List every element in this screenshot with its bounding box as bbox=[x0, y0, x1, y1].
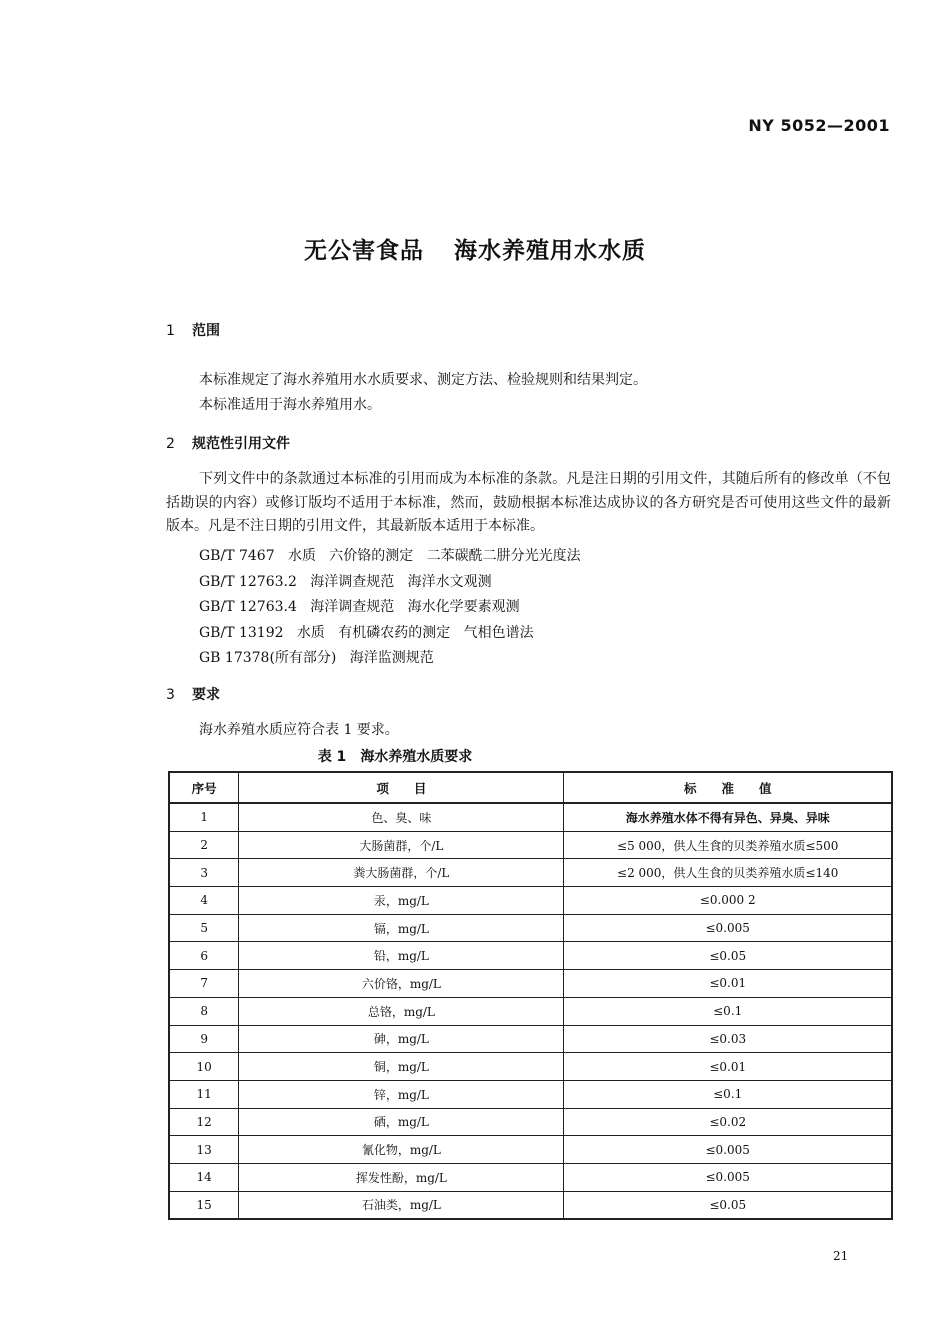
table-cell: ≤0.1 bbox=[564, 997, 892, 1025]
table-caption-title: 海水养殖水质要求 bbox=[360, 749, 473, 765]
table-cell: ≤0.01 bbox=[564, 1053, 892, 1081]
section-number: 1 bbox=[166, 323, 175, 339]
table-cell: 6 bbox=[169, 942, 239, 970]
standard-number: NY 5052—2001 bbox=[748, 116, 890, 135]
table-cell: 7 bbox=[169, 970, 239, 998]
table-cell: 粪大肠菌群，个/L bbox=[239, 859, 564, 887]
table-cell: 9 bbox=[169, 1025, 239, 1053]
section-number: 2 bbox=[166, 436, 175, 452]
table-cell: ≤0.000 2 bbox=[564, 887, 892, 915]
table-cell: 锌，mg/L bbox=[239, 1080, 564, 1108]
header-cell: 项 目 bbox=[239, 772, 564, 803]
table-cell: 砷，mg/L bbox=[239, 1025, 564, 1053]
table-caption-number: 表 1 bbox=[317, 749, 347, 765]
table-row bbox=[169, 831, 892, 859]
table-cell: 海水养殖水体不得有异色、异臭、异味 bbox=[564, 803, 892, 831]
table-cell: 汞，mg/L bbox=[239, 887, 564, 915]
table-cell: ≤2 000，供人生食的贝类养殖水质≤140 bbox=[564, 859, 892, 887]
header-cell: 序号 bbox=[169, 772, 239, 803]
section-3-line: 海水养殖水质应符合表 1 要求。 bbox=[199, 722, 399, 738]
table-cell: ≤0.03 bbox=[564, 1025, 892, 1053]
table-cell: 挥发性酚，mg/L bbox=[239, 1163, 564, 1191]
section-title: 规范性引用文件 bbox=[192, 436, 290, 452]
table-cell: 硒，mg/L bbox=[239, 1108, 564, 1136]
table-row bbox=[169, 859, 892, 887]
table-cell: ≤5 000，供人生食的贝类养殖水质≤500 bbox=[564, 831, 892, 859]
table-row bbox=[169, 1053, 892, 1081]
table-cell: ≤0.1 bbox=[564, 1080, 892, 1108]
section-2-heading bbox=[166, 433, 290, 453]
table-cell: 色、臭、味 bbox=[239, 803, 564, 831]
section-2-paragraph: 下列文件中的条款通过本标准的引用而成为本标准的条款。凡是注日期的引用文件，其随后所有的修改单（不包括勘误的内容）或修订版均不适用于本标准，然而，鼓励根据本标准达成协议的各方研究是否可使用这些文件的最新版本。凡是不注日期的引用文件，其最新版本适用于本标准。 bbox=[166, 471, 891, 534]
table-cell: 3 bbox=[169, 859, 239, 887]
page-number: 21 bbox=[833, 1249, 849, 1263]
table-cell: ≤0.05 bbox=[564, 942, 892, 970]
table-cell: 1 bbox=[169, 803, 239, 831]
document-title bbox=[0, 232, 950, 265]
table-row bbox=[169, 942, 892, 970]
table-row bbox=[169, 1136, 892, 1164]
table-cell: ≤0.05 bbox=[564, 1191, 892, 1219]
requirements-table bbox=[168, 771, 893, 1220]
table-caption bbox=[0, 746, 790, 766]
reference-item: GB 17378(所有部分) 海洋监测规范 bbox=[199, 650, 434, 666]
table-cell: ≤0.02 bbox=[564, 1108, 892, 1136]
section-3-heading bbox=[166, 684, 220, 704]
table-cell: 石油类，mg/L bbox=[239, 1191, 564, 1219]
table-row bbox=[169, 1025, 892, 1053]
table-cell: 15 bbox=[169, 1191, 239, 1219]
title-part-2: 海水养殖用水水质 bbox=[454, 238, 646, 264]
table-row bbox=[169, 1108, 892, 1136]
table-cell: 总铬，mg/L bbox=[239, 997, 564, 1025]
section-1-line-2: 本标准适用于海水养殖用水。 bbox=[199, 397, 381, 413]
section-1-heading bbox=[166, 320, 220, 340]
table-cell: 14 bbox=[169, 1163, 239, 1191]
reference-item: GB/T 13192 水质 有机磷农药的测定 气相色谱法 bbox=[199, 625, 534, 641]
table-cell: 镉，mg/L bbox=[239, 914, 564, 942]
reference-item: GB/T 12763.2 海洋调查规范 海洋水文观测 bbox=[199, 574, 492, 590]
table-cell: 5 bbox=[169, 914, 239, 942]
section-title: 范围 bbox=[192, 323, 220, 339]
table-row bbox=[169, 970, 892, 998]
section-1-line-1: 本标准规定了海水养殖用水水质要求、测定方法、检验规则和结果判定。 bbox=[199, 372, 647, 388]
table-cell: 10 bbox=[169, 1053, 239, 1081]
table-cell: 六价铬，mg/L bbox=[239, 970, 564, 998]
table-header-row bbox=[169, 772, 892, 803]
header-cell: 标 准 值 bbox=[564, 772, 892, 803]
table-cell: 11 bbox=[169, 1080, 239, 1108]
table-row bbox=[169, 887, 892, 915]
table-cell: 8 bbox=[169, 997, 239, 1025]
table-row bbox=[169, 1080, 892, 1108]
table-cell: 铜，mg/L bbox=[239, 1053, 564, 1081]
table-cell: 大肠菌群，个/L bbox=[239, 831, 564, 859]
table-cell: ≤0.005 bbox=[564, 1136, 892, 1164]
reference-item: GB/T 12763.4 海洋调查规范 海水化学要素观测 bbox=[199, 599, 520, 615]
table-cell: 铅，mg/L bbox=[239, 942, 564, 970]
table-row bbox=[169, 997, 892, 1025]
table-cell: 12 bbox=[169, 1108, 239, 1136]
table-row bbox=[169, 1191, 892, 1219]
table-row bbox=[169, 1163, 892, 1191]
table-cell: ≤0.005 bbox=[564, 914, 892, 942]
table-cell: 2 bbox=[169, 831, 239, 859]
title-part-1: 无公害食品 bbox=[304, 238, 424, 264]
section-number: 3 bbox=[166, 687, 175, 703]
table-row bbox=[169, 914, 892, 942]
table-row bbox=[169, 803, 892, 831]
table-cell: ≤0.01 bbox=[564, 970, 892, 998]
table-cell: 氰化物，mg/L bbox=[239, 1136, 564, 1164]
table-cell: 13 bbox=[169, 1136, 239, 1164]
section-title: 要求 bbox=[192, 687, 220, 703]
table-cell: ≤0.005 bbox=[564, 1163, 892, 1191]
table-cell: 4 bbox=[169, 887, 239, 915]
reference-item: GB/T 7467 水质 六价铬的测定 二苯碳酰二肼分光光度法 bbox=[199, 548, 581, 564]
